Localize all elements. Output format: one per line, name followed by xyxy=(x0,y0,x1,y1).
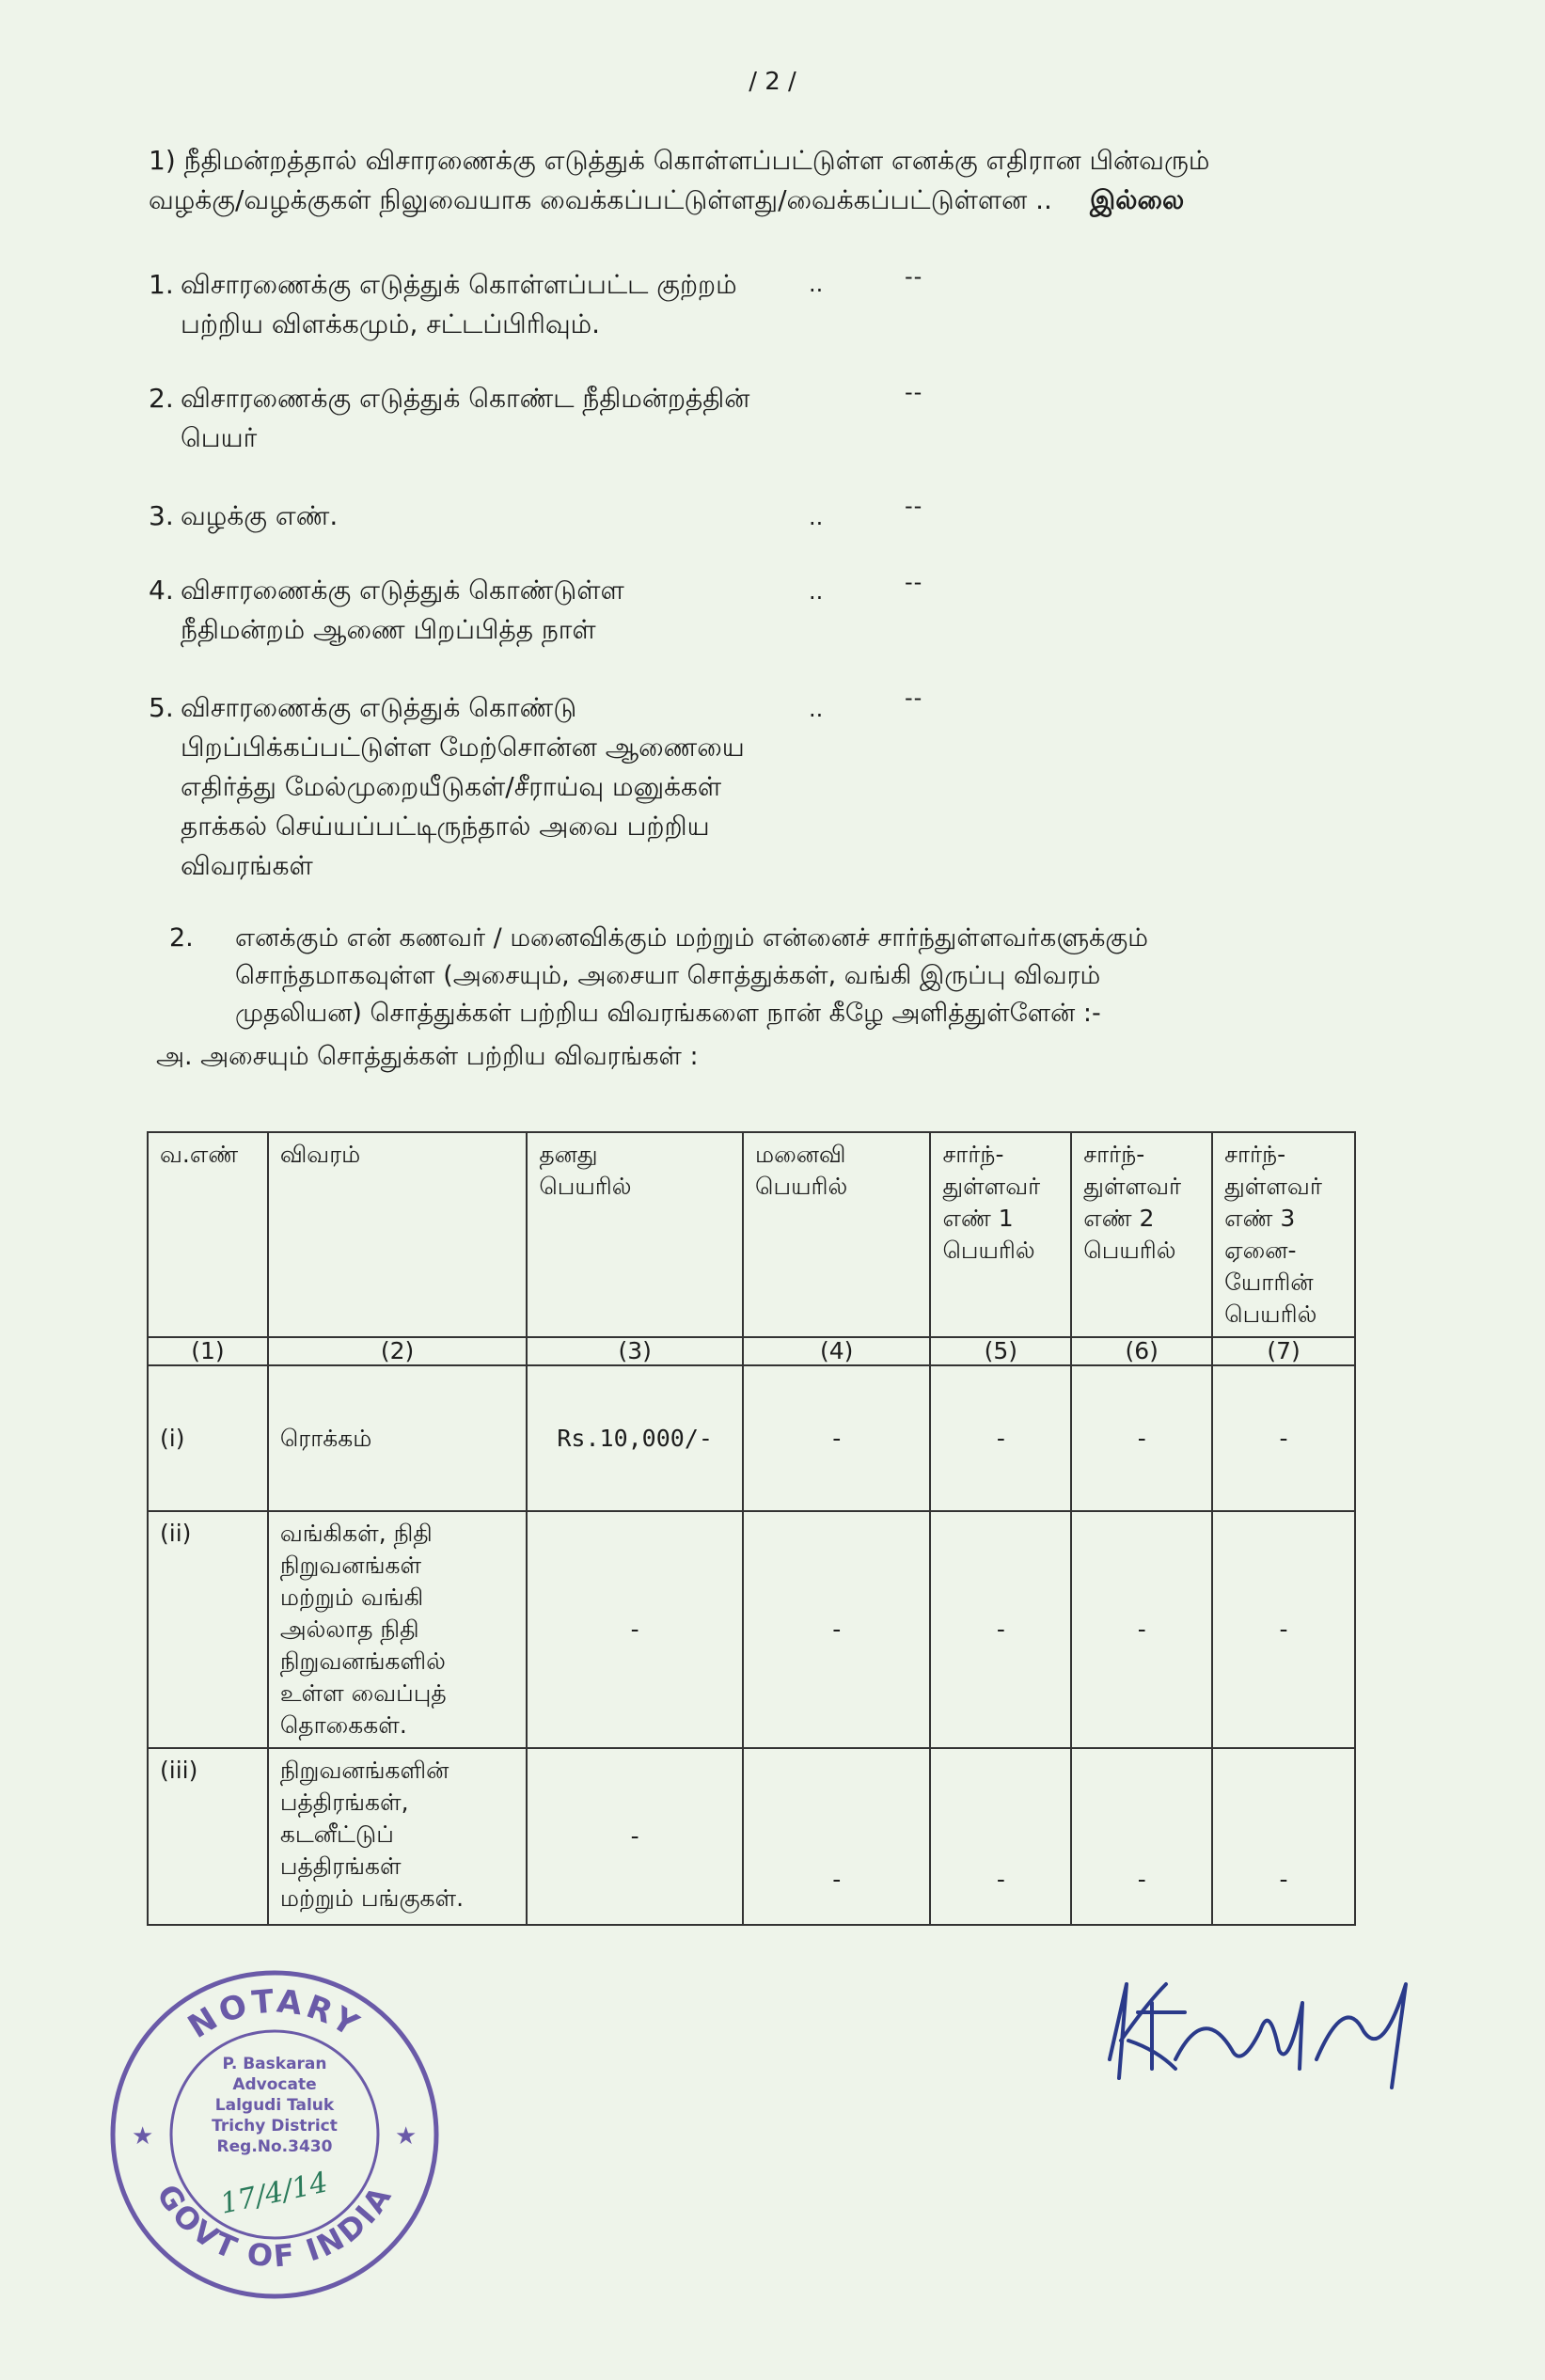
item-3-dots: .. xyxy=(809,504,824,530)
header-description: விவரம் xyxy=(268,1132,527,1337)
col-number: (4) xyxy=(743,1337,930,1365)
item-4-value: -- xyxy=(905,569,923,595)
row-description: ரொக்கம் xyxy=(268,1365,527,1511)
col-number: (7) xyxy=(1212,1337,1355,1365)
column-number-row xyxy=(148,1337,1355,1365)
col-number: (1) xyxy=(148,1337,268,1365)
row-sno: (i) xyxy=(148,1365,268,1511)
row-description: வங்கிகள், நிதி நிறுவனங்கள் மற்றும் வங்கி அல்லாத நிதி நிறுவனங்களில் உள்ள வைப்புத் தொகைகள். xyxy=(268,1511,527,1748)
header-spouse: மனைவி பெயரில் xyxy=(743,1132,930,1337)
item-4-dots: .. xyxy=(809,578,824,605)
row-sno: (ii) xyxy=(148,1511,268,1748)
stamp-bottom-text: GOVT OF INDIA xyxy=(149,2178,400,2275)
case-item-4: 4. விசாரணைக்கு எடுத்துக் கொண்டுள்ள நீதிமன்றம் ஆணை பிறப்பித்த நாள் xyxy=(149,575,624,645)
table-row xyxy=(148,1365,1355,1511)
svg-text:NOTARY xyxy=(181,1982,368,2046)
header-sno: வ.எண் xyxy=(148,1132,268,1337)
movable-assets-heading: அ. அசையும் சொத்துக்கள் பற்றிய விவரங்கள் : xyxy=(156,1042,699,1071)
stamp-name: P. Baskaran xyxy=(222,2055,327,2073)
row-description: நிறுவனங்களின் பத்திரங்கள், கடனீட்டுப் பத்திரங்கள் மற்றும் பங்குகள். xyxy=(268,1748,527,1925)
signature xyxy=(1100,1947,1429,2097)
col-number: (3) xyxy=(527,1337,743,1365)
intro-line-1: 1) நீதிமன்றத்தால் விசாரணைக்கு எடுத்துக் கொள்ளப்பட்டுள்ள எனக்கு எதிரான பின்வரும் xyxy=(149,145,1210,176)
row-value-self: - xyxy=(527,1511,743,1748)
row-value-self: Rs.10,000/- xyxy=(527,1365,743,1511)
row-value-spouse: - xyxy=(743,1365,930,1511)
row-value-dep1: - xyxy=(930,1511,1071,1748)
item-5-value: -- xyxy=(905,685,923,711)
intro-answer: இல்லை xyxy=(1089,184,1185,215)
item-3-value: -- xyxy=(905,493,923,519)
case-item-2: 2. விசாரணைக்கு எடுத்துக் கொண்ட நீதிமன்றத்தின் பெயர் xyxy=(149,383,750,453)
row-value-dep3: - xyxy=(1212,1511,1355,1748)
row-value-dep1: - xyxy=(930,1365,1071,1511)
case-item-5: 5. விசாரணைக்கு எடுத்துக் கொண்டு பிறப்பிக்கப்பட்டுள்ள மேற்சொன்ன ஆணையை எதிர்த்து மேல்முறையீடுகள்/சீராய்வு மனுக்கள் தாக்கல் செய்யப்பட்டிருந்தால் அவை பற்றிய விவரங்கள் xyxy=(149,692,745,881)
table-row xyxy=(148,1748,1355,1925)
row-value-spouse: - xyxy=(743,1748,930,1925)
assets-declaration-paragraph: 2. எனக்கும் என் கணவர் / மனைவிக்கும் மற்றும் என்னைச் சார்ந்துள்ளவர்களுக்கும் சொந்தமாகவுள்ள (அசையும், அசையா சொத்துக்கள், வங்கி இருப்பு விவரம் முதலியன) சொத்துக்கள் பற்றிய விவரங்களை நான் கீழே அளித்துள்ளேன் :- xyxy=(169,923,1148,1028)
row-value-dep1: - xyxy=(930,1748,1071,1925)
movable-assets-table xyxy=(147,1131,1356,1926)
table-header-row xyxy=(148,1132,1355,1337)
case-item-3: 3. வழக்கு எண். xyxy=(149,500,339,531)
stamp-date: 17/4/14 xyxy=(217,2166,331,2221)
notary-stamp xyxy=(105,1965,444,2304)
table-row xyxy=(148,1511,1355,1748)
row-value-dep3: - xyxy=(1212,1365,1355,1511)
stamp-star-icon: ★ xyxy=(395,2122,418,2151)
row-value-dep2: - xyxy=(1071,1511,1212,1748)
stamp-place-2: Trichy District xyxy=(212,2117,338,2136)
row-value-spouse: - xyxy=(743,1511,930,1748)
item-2-value: -- xyxy=(905,379,923,405)
stamp-place-1: Lalgudi Taluk xyxy=(214,2096,335,2115)
stamp-title: Advocate xyxy=(232,2075,317,2094)
intro-line-2: வழக்கு/வழக்குகள் நிலுவையாக வைக்கப்பட்டுள்ளது/வைக்கப்பட்டுள்ளன .. xyxy=(149,184,1052,215)
col-number: (6) xyxy=(1071,1337,1212,1365)
case-item-1: 1. விசாரணைக்கு எடுத்துக் கொள்ளப்பட்ட குற்றம் பற்றிய விளக்கமும், சட்டப்பிரிவும். xyxy=(149,269,737,339)
intro-paragraph xyxy=(149,141,1315,220)
row-value-dep3: - xyxy=(1212,1748,1355,1925)
header-dependent-2: சார்ந்- துள்ளவர் எண் 2 பெயரில் xyxy=(1071,1132,1212,1337)
page-number: / 2 / xyxy=(749,68,796,96)
stamp-top-text: NOTARY xyxy=(181,1982,369,2046)
col-number: (5) xyxy=(930,1337,1071,1365)
item-1-dots: .. xyxy=(809,271,824,297)
item-5-dots: .. xyxy=(809,696,824,722)
row-sno: (iii) xyxy=(148,1748,268,1925)
row-value-self: - xyxy=(527,1748,743,1925)
header-dependent-3: சார்ந்- துள்ளவர் எண் 3 ஏனை- யோரின் பெயரில் xyxy=(1212,1132,1355,1337)
row-value-dep2: - xyxy=(1071,1748,1212,1925)
row-value-dep2: - xyxy=(1071,1365,1212,1511)
header-self: தனது பெயரில் xyxy=(527,1132,743,1337)
stamp-star-icon: ★ xyxy=(132,2122,154,2151)
col-number: (2) xyxy=(268,1337,527,1365)
header-dependent-1: சார்ந்- துள்ளவர் எண் 1 பெயரில் xyxy=(930,1132,1071,1337)
item-1-value: -- xyxy=(905,263,923,290)
stamp-reg: Reg.No.3430 xyxy=(216,2137,333,2156)
